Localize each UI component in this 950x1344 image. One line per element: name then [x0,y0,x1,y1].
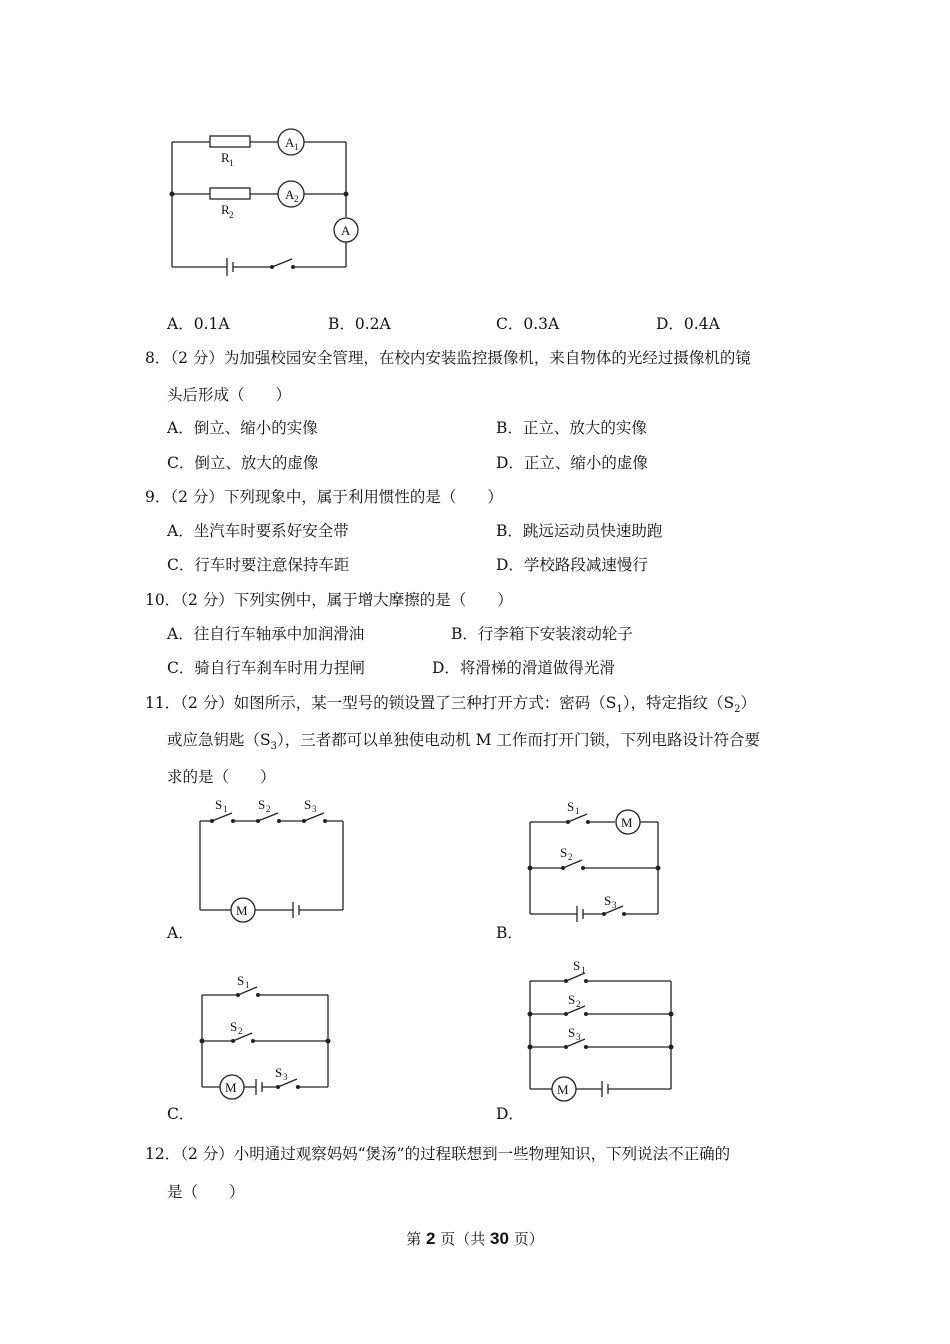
svg-text:3: 3 [312,804,317,814]
svg-text:3: 3 [283,1072,288,1082]
svg-text:S: S [604,893,612,908]
q10-option-b[interactable]: B．行李箱下安装滚动轮子 [451,625,633,643]
svg-text:S: S [258,797,266,812]
page-footer: 第 2 页（共 30 页） [406,1229,544,1248]
svg-text:1: 1 [229,158,234,168]
q7-option-a[interactable]: A．0.1A [167,315,230,333]
q8-option-d[interactable]: D．正立、缩小的虚像 [496,454,648,472]
svg-text:A: A [285,135,295,150]
svg-text:A: A [285,187,295,202]
q10-stem: 10．（2 分）下列实例中，属于增大摩擦的是（ ） [145,591,513,609]
q10-option-d[interactable]: D．将滑梯的滑道做得光滑 [432,659,615,677]
svg-text:S: S [237,973,245,988]
svg-text:2: 2 [238,1026,243,1036]
q11-stem-cont: 或应急钥匙$(S_3)$，三者都可以单独使电动机 M 工作而打开门锁，下列电路设计符合要 [167,731,760,753]
q11-option-b[interactable]: B． [496,924,523,942]
q8-option-a[interactable]: A．倒立、缩小的实像 [167,419,318,437]
q8-option-c[interactable]: C．倒立、放大的虚像 [167,454,319,472]
q11-stem-end: 求的是（ ） [167,768,276,786]
svg-text:S: S [568,992,576,1007]
page-total: 30 [490,1229,509,1248]
q10-option-c[interactable]: C．骑自行车刹车时用力捏闸 [167,659,365,677]
svg-text:R: R [221,202,230,217]
q7-option-c[interactable]: C．0.3A [496,315,560,333]
q9-option-b[interactable]: B．跳远运动员快速助跑 [496,522,663,540]
q9-option-a[interactable]: A．坐汽车时要系好安全带 [167,522,349,540]
svg-text:R: R [221,150,230,165]
svg-text:M: M [557,1082,569,1097]
svg-text:3: 3 [576,1032,581,1042]
svg-text:S: S [560,845,568,860]
svg-text:S: S [568,1025,576,1040]
svg-text:2: 2 [229,210,234,220]
q7-circuit-diagram [160,125,370,285]
page-number: 2 [426,1229,436,1248]
svg-text:1: 1 [245,980,250,990]
svg-text:2: 2 [576,999,581,1009]
q11-circuit-b [525,795,670,920]
q7-option-b[interactable]: B．0.2A [328,315,391,333]
q11-option-d[interactable]: D． [496,1105,524,1123]
svg-text:M: M [225,1080,237,1095]
q9-option-d[interactable]: D．学校路段减速慢行 [496,556,648,574]
svg-text:1: 1 [223,804,228,814]
svg-text:2: 2 [294,194,299,204]
svg-text:A: A [341,223,351,238]
q9-stem: 9．（2 分）下列现象中，属于利用惯性的是（ ） [145,488,503,506]
q11-option-a[interactable]: A． [167,924,194,942]
svg-text:2: 2 [266,804,271,814]
q12-stem-cont: 是（ ） [167,1183,245,1201]
q8-stem-cont: 头后形成（ ） [167,386,292,404]
q11-circuit-a [195,795,355,920]
q7-option-d[interactable]: D．0.4A [656,315,720,333]
q11-circuit-c [195,970,340,1095]
svg-text:1: 1 [294,142,299,152]
svg-text:S: S [567,799,575,814]
svg-text:S: S [230,1019,238,1034]
svg-text:M: M [621,815,633,830]
q8-stem: 8．（2 分）为加强校园安全管理，在校内安装监控摄像机，来自物体的光经过摄像机的镜 [145,349,751,367]
q11-stem: 11．（2 分）如图所示，某一型号的锁设置了三种打开方式：密码$(S_1)$，特定指纹$(S_2)$ [145,694,757,716]
q10-option-a[interactable]: A．往自行车轴承中加润滑油 [167,625,365,643]
svg-text:S: S [573,958,581,973]
svg-text:1: 1 [581,965,586,975]
q9-option-c[interactable]: C．行车时要注意保持车距 [167,556,350,574]
svg-text:S: S [304,797,312,812]
svg-text:1: 1 [575,806,580,816]
svg-text:3: 3 [612,900,617,910]
svg-text:S: S [215,797,223,812]
q12-stem: 12．（2 分）小明通过观察妈妈“煲汤”的过程联想到一些物理知识，下列说法不正确的 [145,1145,731,1163]
q8-option-b[interactable]: B．正立、放大的实像 [496,419,647,437]
svg-text:2: 2 [568,852,573,862]
svg-text:M: M [236,903,248,918]
q11-option-c[interactable]: C． [167,1105,195,1123]
svg-text:S: S [275,1065,283,1080]
q11-circuit-d [525,955,680,1100]
